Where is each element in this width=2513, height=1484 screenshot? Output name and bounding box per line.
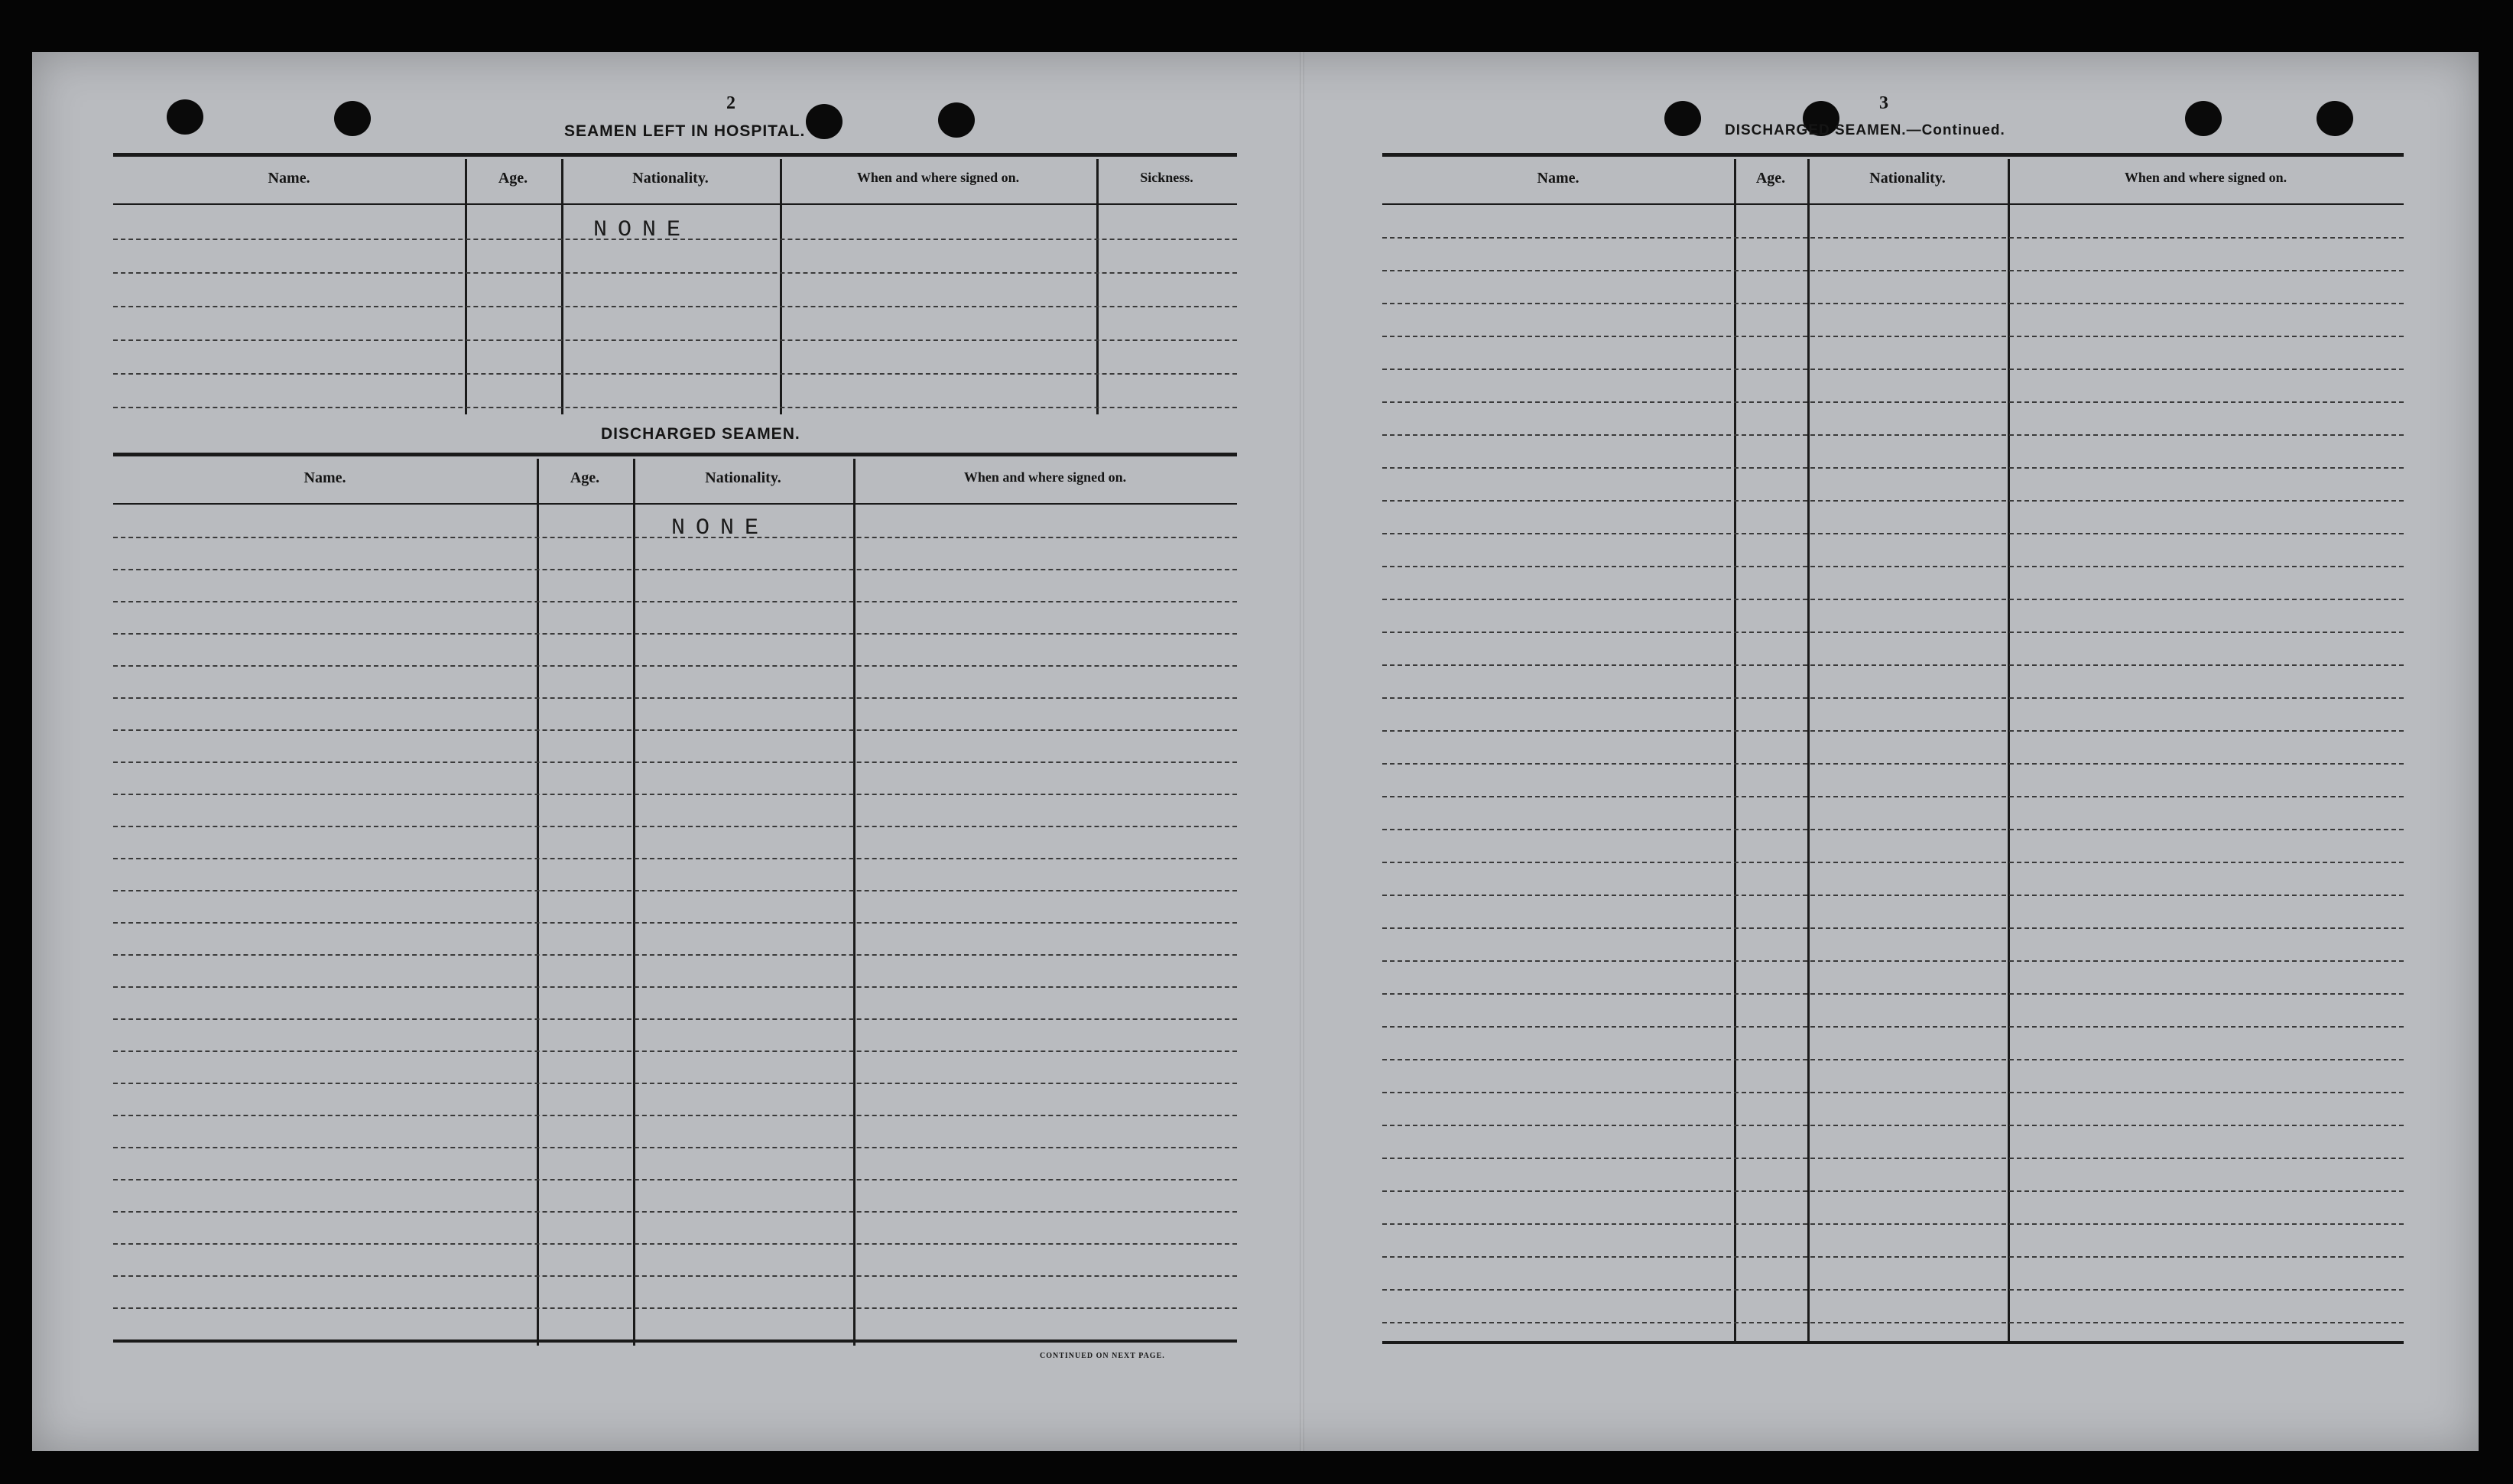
continued-table (1382, 153, 2404, 1349)
dotted-row-line (113, 1115, 1237, 1116)
punch-hole (2317, 101, 2353, 136)
header-name: Name. (1537, 170, 1580, 187)
dotted-row-line (1382, 237, 2404, 239)
table-top-rule (113, 453, 1237, 456)
dotted-row-line (113, 272, 1237, 274)
dotted-row-line (113, 1179, 1237, 1180)
dotted-row-line (113, 569, 1237, 570)
discharged-table (113, 453, 1237, 1347)
table-bottom-rule (1382, 1341, 2404, 1344)
column-divider (633, 459, 635, 1346)
dotted-row-line (113, 890, 1237, 891)
column-divider (465, 159, 467, 414)
dotted-row-line (1382, 1322, 2404, 1323)
dotted-row-line (113, 954, 1237, 956)
hospital-entry-value: NONE (593, 217, 692, 243)
dotted-row-line (1382, 730, 2404, 732)
dotted-row-line (1382, 632, 2404, 633)
hospital-table (113, 153, 1237, 413)
dotted-row-line (1382, 763, 2404, 765)
dotted-row-line (1382, 1223, 2404, 1225)
header-age: Age. (498, 170, 528, 187)
punch-hole (167, 99, 203, 135)
header-name: Name. (268, 170, 310, 187)
table-header-rule (1382, 203, 2404, 205)
column-divider (537, 459, 539, 1346)
dotted-row-line (113, 407, 1237, 408)
dotted-row-line (113, 697, 1237, 699)
dotted-row-line (113, 761, 1237, 763)
dotted-row-line (1382, 862, 2404, 863)
header-signed-on: When and where signed on. (963, 469, 1127, 485)
table-header-rule (113, 203, 1237, 205)
dotted-row-line (1382, 336, 2404, 337)
dotted-row-line (1382, 1256, 2404, 1258)
dotted-row-line (1382, 500, 2404, 502)
column-divider (561, 159, 563, 414)
dotted-row-line (1382, 369, 2404, 370)
header-age: Age. (570, 469, 600, 486)
header-sickness: Sickness. (1140, 170, 1193, 185)
dotted-row-line (1382, 1158, 2404, 1159)
punch-hole (334, 101, 371, 136)
dotted-row-line (113, 373, 1237, 375)
dotted-row-line (113, 1050, 1237, 1052)
dotted-row-line (1382, 401, 2404, 403)
dotted-row-line (1382, 1289, 2404, 1291)
dotted-row-line (113, 794, 1237, 795)
header-signed-on: When and where signed on. (2124, 170, 2287, 185)
discharged-section-title: DISCHARGED SEAMEN. (601, 425, 800, 443)
dotted-row-line (113, 601, 1237, 602)
dotted-row-line (113, 1083, 1237, 1084)
header-nationality: Nationality. (1869, 170, 1946, 187)
dotted-row-line (1382, 434, 2404, 436)
table-header-rule (113, 503, 1237, 505)
dotted-row-line (113, 826, 1237, 827)
dotted-row-line (1382, 1125, 2404, 1126)
table-top-rule (1382, 153, 2404, 157)
hospital-section-title: SEAMEN LEFT IN HOSPITAL. (564, 122, 806, 140)
dotted-row-line (1382, 993, 2404, 995)
table-bottom-rule (113, 1339, 1237, 1343)
dotted-row-line (113, 729, 1237, 731)
dotted-row-line (113, 986, 1237, 988)
column-divider (780, 159, 782, 414)
dotted-row-line (1382, 599, 2404, 600)
dotted-row-line (1382, 927, 2404, 929)
punch-hole (938, 102, 975, 138)
dotted-row-line (1382, 467, 2404, 469)
dotted-row-line (1382, 697, 2404, 699)
continued-note: CONTINUED ON NEXT PAGE. (1040, 1352, 1165, 1360)
dotted-row-line (1382, 270, 2404, 271)
dotted-row-line (1382, 895, 2404, 896)
page-number: 3 (1879, 93, 1888, 113)
dotted-row-line (1382, 1092, 2404, 1093)
dotted-row-line (1382, 566, 2404, 567)
header-signed-on: When and where signed on. (856, 170, 1020, 185)
column-divider (853, 459, 856, 1346)
header-name: Name. (304, 469, 346, 486)
dotted-row-line (113, 1243, 1237, 1245)
dotted-row-line (113, 858, 1237, 859)
dotted-row-line (113, 633, 1237, 635)
page-number: 2 (726, 93, 735, 113)
header-nationality: Nationality. (705, 469, 781, 486)
dotted-row-line (1382, 303, 2404, 304)
punch-hole (2185, 101, 2222, 136)
page-fold (1300, 52, 1304, 1451)
dotted-row-line (113, 1018, 1237, 1020)
dotted-row-line (113, 1211, 1237, 1213)
dotted-row-line (1382, 960, 2404, 962)
header-nationality: Nationality. (632, 170, 709, 187)
dotted-row-line (1382, 1190, 2404, 1192)
dotted-row-line (1382, 796, 2404, 797)
dotted-row-line (1382, 829, 2404, 830)
dotted-row-line (113, 1147, 1237, 1148)
table-top-rule (113, 153, 1237, 157)
continued-section-title: DISCHARGED SEAMEN.—Continued. (1725, 122, 2005, 138)
header-age: Age. (1755, 170, 1786, 187)
dotted-row-line (1382, 533, 2404, 534)
dotted-row-line (113, 339, 1237, 341)
discharged-entry-value: NONE (671, 515, 770, 541)
dotted-row-line (113, 665, 1237, 667)
punch-hole (1664, 101, 1701, 136)
column-divider (1096, 159, 1099, 414)
dotted-row-line (113, 1307, 1237, 1309)
punch-hole (806, 104, 843, 139)
dotted-row-line (113, 1275, 1237, 1277)
dotted-row-line (1382, 1059, 2404, 1060)
dotted-row-line (113, 922, 1237, 924)
dotted-row-line (113, 306, 1237, 307)
dotted-row-line (1382, 664, 2404, 666)
dotted-row-line (1382, 1026, 2404, 1028)
